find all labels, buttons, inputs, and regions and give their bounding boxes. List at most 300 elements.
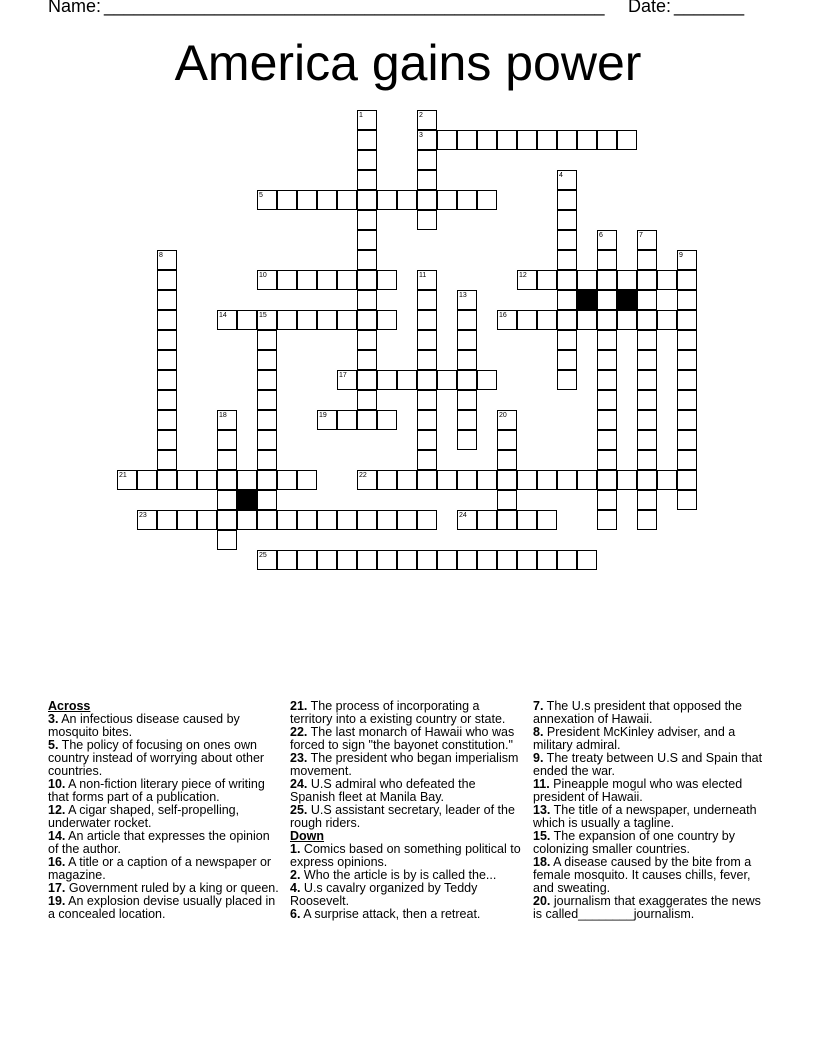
grid-cell[interactable] — [517, 550, 537, 570]
grid-cell[interactable] — [557, 310, 577, 330]
clue-number: 2. — [290, 868, 301, 882]
grid-cell[interactable] — [537, 470, 557, 490]
grid-cell[interactable] — [337, 190, 357, 210]
grid-cell[interactable] — [357, 230, 377, 250]
grid-cell[interactable] — [357, 310, 377, 330]
grid-cell[interactable] — [297, 550, 317, 570]
grid-cell[interactable] — [417, 450, 437, 470]
grid-cell[interactable] — [477, 470, 497, 490]
grid-cell[interactable] — [357, 150, 377, 170]
across-clue: 23. The president who began imperialism movement. — [290, 751, 519, 778]
grid-cell[interactable] — [637, 470, 657, 490]
grid-cell[interactable] — [677, 350, 697, 370]
clue-number: 20. — [533, 894, 551, 908]
grid-cell[interactable] — [457, 470, 477, 490]
grid-cell[interactable] — [457, 330, 477, 350]
across-heading: Across — [48, 699, 91, 713]
grid-cell[interactable] — [557, 370, 577, 390]
grid-cell[interactable] — [677, 310, 697, 330]
grid-cell[interactable] — [677, 450, 697, 470]
grid-cell[interactable] — [557, 170, 577, 190]
grid-cell[interactable] — [357, 250, 377, 270]
grid-cell[interactable] — [237, 510, 257, 530]
grid-cell[interactable] — [357, 210, 377, 230]
down-clue: 11. Pineapple mogul who was elected president of Hawaii. — [533, 777, 743, 804]
grid-cell[interactable] — [357, 410, 377, 430]
grid-cell[interactable] — [457, 310, 477, 330]
grid-cell[interactable] — [417, 390, 437, 410]
grid-cell[interactable] — [597, 430, 617, 450]
grid-cell[interactable] — [137, 510, 157, 530]
clue-number: 24. — [290, 777, 308, 791]
grid-cell[interactable] — [457, 390, 477, 410]
cell-number: 16 — [499, 312, 507, 319]
grid-cell[interactable] — [377, 410, 397, 430]
grid-cell[interactable] — [397, 370, 417, 390]
grid-cell[interactable] — [517, 310, 537, 330]
grid-cell[interactable] — [557, 290, 577, 310]
grid-cell[interactable] — [337, 370, 357, 390]
grid-cell[interactable] — [417, 210, 437, 230]
grid-cell[interactable] — [417, 330, 437, 350]
grid-cell[interactable] — [597, 230, 617, 250]
grid-cell[interactable] — [157, 290, 177, 310]
grid-cell[interactable] — [637, 230, 657, 250]
clue-number: 16. — [48, 855, 66, 869]
grid-cell[interactable] — [577, 310, 597, 330]
clue-number: 11. — [533, 777, 550, 791]
grid-cell[interactable] — [417, 470, 437, 490]
grid-cell[interactable] — [337, 270, 357, 290]
clue-number: 10. — [48, 777, 66, 791]
grid-cell[interactable] — [457, 130, 477, 150]
grid-cell[interactable] — [577, 270, 597, 290]
grid-cell[interactable] — [597, 250, 617, 270]
grid-cell[interactable] — [317, 510, 337, 530]
grid-cell[interactable] — [597, 330, 617, 350]
across-clue: 21. The process of incorporating a territory into a existing country or state. — [290, 699, 506, 726]
grid-cell[interactable] — [417, 190, 437, 210]
grid-cell[interactable] — [157, 450, 177, 470]
grid-cell[interactable] — [637, 450, 657, 470]
grid-cell[interactable] — [257, 350, 277, 370]
down-clue: 13. The title of a newspaper, underneath which is usually a tagline. — [533, 803, 757, 830]
across-clue: 5. The policy of focusing on ones own country instead of worrying about other countries. — [48, 738, 265, 778]
grid-cell[interactable] — [157, 270, 177, 290]
clue-number: 15. — [533, 829, 551, 843]
grid-cell[interactable] — [517, 270, 537, 290]
cell-number: 25 — [259, 552, 267, 559]
grid-cell[interactable] — [337, 410, 357, 430]
grid-cell[interactable] — [237, 470, 257, 490]
grid-cell[interactable] — [677, 370, 697, 390]
grid-cell[interactable] — [257, 190, 277, 210]
grid-cell[interactable] — [357, 330, 377, 350]
grid-cell[interactable] — [157, 430, 177, 450]
grid-cell[interactable] — [557, 230, 577, 250]
grid-cell[interactable] — [417, 310, 437, 330]
clue-number: 3. — [48, 712, 59, 726]
grid-cell[interactable] — [417, 170, 437, 190]
grid-cell[interactable] — [417, 410, 437, 430]
grid-cell[interactable] — [477, 130, 497, 150]
clue-number: 19. — [48, 894, 66, 908]
grid-cell[interactable] — [257, 470, 277, 490]
grid-cell[interactable] — [497, 130, 517, 150]
grid-cell[interactable] — [657, 270, 677, 290]
grid-cell[interactable] — [597, 370, 617, 390]
cell-number: 11 — [419, 272, 427, 279]
grid-cell[interactable] — [257, 270, 277, 290]
grid-cell[interactable] — [377, 510, 397, 530]
grid-cell[interactable] — [657, 310, 677, 330]
grid-cell[interactable] — [597, 290, 617, 310]
down-clue: 8. President McKinley adviser, and a military admiral. — [533, 725, 736, 752]
grid-cell[interactable] — [517, 510, 537, 530]
grid-cell[interactable] — [677, 330, 697, 350]
grid-cell[interactable] — [297, 190, 317, 210]
grid-cell[interactable] — [297, 470, 317, 490]
grid-cell[interactable] — [277, 190, 297, 210]
grid-cell[interactable] — [617, 270, 637, 290]
grid-cell[interactable] — [277, 510, 297, 530]
cell-number: 23 — [139, 512, 147, 519]
grid-cell[interactable] — [377, 370, 397, 390]
clue-number: 9. — [533, 751, 544, 765]
grid-cell[interactable] — [477, 370, 497, 390]
grid-cell[interactable] — [337, 510, 357, 530]
grid-cell[interactable] — [437, 470, 457, 490]
cell-number: 4 — [559, 172, 563, 179]
grid-cell[interactable] — [257, 330, 277, 350]
clue-column-2 — [290, 700, 522, 921]
grid-cell[interactable] — [417, 290, 437, 310]
cell-number: 14 — [219, 312, 227, 319]
grid-cell[interactable] — [257, 410, 277, 430]
grid-cell[interactable] — [217, 470, 237, 490]
grid-cell[interactable] — [557, 350, 577, 370]
grid-cell[interactable] — [537, 510, 557, 530]
grid-cell[interactable] — [557, 210, 577, 230]
grid-cell[interactable] — [637, 510, 657, 530]
grid-cell[interactable] — [297, 510, 317, 530]
cell-number: 3 — [419, 132, 423, 139]
grid-cell[interactable] — [357, 470, 377, 490]
grid-cell[interactable] — [257, 490, 277, 510]
grid-cell[interactable] — [377, 550, 397, 570]
grid-cell[interactable] — [317, 410, 337, 430]
down-heading: Down — [290, 829, 325, 843]
grid-cell[interactable] — [557, 130, 577, 150]
grid-cell[interactable] — [257, 450, 277, 470]
grid-cell[interactable] — [357, 190, 377, 210]
across-clue: 14. An article that expresses the opinion of the author. — [48, 829, 270, 856]
down-clue: 18. A disease caused by the bite from a female mosquito. It causes chills, fever, and sweating. — [533, 855, 752, 895]
grid-cell[interactable] — [357, 350, 377, 370]
grid-cell[interactable] — [157, 350, 177, 370]
grid-cell[interactable] — [677, 390, 697, 410]
grid-cell[interactable] — [257, 550, 277, 570]
grid-cell[interactable] — [357, 170, 377, 190]
grid-cell[interactable] — [257, 430, 277, 450]
grid-cell[interactable] — [217, 530, 237, 550]
grid-cell[interactable] — [217, 410, 237, 430]
black-square — [617, 290, 637, 310]
grid-cell[interactable] — [497, 510, 517, 530]
grid-cell[interactable] — [257, 370, 277, 390]
across-clue: 17. Government ruled by a king or queen. — [48, 881, 279, 895]
grid-cell[interactable] — [557, 470, 577, 490]
grid-cell[interactable] — [497, 430, 517, 450]
grid-cell[interactable] — [637, 410, 657, 430]
grid-cell[interactable] — [617, 310, 637, 330]
clue-number: 6. — [290, 907, 301, 921]
grid-cell[interactable] — [577, 550, 597, 570]
grid-cell[interactable] — [317, 310, 337, 330]
grid-cell[interactable] — [497, 410, 517, 430]
grid-cell[interactable] — [457, 430, 477, 450]
grid-cell[interactable] — [577, 470, 597, 490]
cell-number: 13 — [459, 292, 467, 299]
grid-cell[interactable] — [537, 550, 557, 570]
down-clue: 1. Comics based on something political to express opinions. — [290, 842, 521, 869]
grid-cell[interactable] — [417, 350, 437, 370]
grid-cell[interactable] — [257, 310, 277, 330]
name-field[interactable]: __________________________________________________ — [104, 0, 605, 16]
across-clue: 19. An explosion devise usually placed in a concealed location. — [48, 894, 276, 921]
grid-cell[interactable] — [157, 410, 177, 430]
grid-cell[interactable] — [417, 150, 437, 170]
grid-cell[interactable] — [357, 110, 377, 130]
across-clue: 10. A non-fiction literary piece of writing that forms part of a publication. — [48, 777, 265, 804]
grid-cell[interactable] — [377, 310, 397, 330]
grid-cell[interactable] — [497, 470, 517, 490]
grid-cell[interactable] — [597, 510, 617, 530]
grid-cell[interactable] — [257, 510, 277, 530]
clue-number: 18. — [533, 855, 551, 869]
grid-cell[interactable] — [157, 390, 177, 410]
grid-cell[interactable] — [357, 510, 377, 530]
grid-cell[interactable] — [157, 330, 177, 350]
grid-cell[interactable] — [217, 490, 237, 510]
grid-cell[interactable] — [517, 130, 537, 150]
cell-number: 9 — [679, 252, 683, 259]
grid-cell[interactable] — [537, 130, 557, 150]
grid-cell[interactable] — [217, 310, 237, 330]
grid-cell[interactable] — [377, 190, 397, 210]
grid-cell[interactable] — [457, 410, 477, 430]
grid-cell[interactable] — [597, 450, 617, 470]
across-clue: 24. U.S admiral who defeated the Spanish fleet at Manila Bay. — [290, 777, 476, 804]
down-clue: 4. U.s cavalry organized by Teddy Roosevelt. — [290, 881, 478, 908]
grid-cell[interactable] — [637, 290, 657, 310]
grid-cell[interactable] — [617, 130, 637, 150]
grid-cell[interactable] — [677, 490, 697, 510]
across-clue: 12. A cigar shaped, self-propelling, underwater rocket. — [48, 803, 240, 830]
grid-cell[interactable] — [417, 550, 437, 570]
grid-cell[interactable] — [557, 550, 577, 570]
grid-cell[interactable] — [417, 510, 437, 530]
grid-cell[interactable] — [457, 350, 477, 370]
grid-cell[interactable] — [537, 310, 557, 330]
grid-cell[interactable] — [637, 430, 657, 450]
clue-number: 21. — [290, 699, 308, 713]
black-square — [237, 490, 257, 510]
grid-cell[interactable] — [477, 190, 497, 210]
grid-cell[interactable] — [157, 310, 177, 330]
cell-number: 8 — [159, 252, 163, 259]
across-clue: 3. An infectious disease caused by mosquito bites. — [48, 712, 240, 739]
grid-cell[interactable] — [637, 390, 657, 410]
clue-number: 25. — [290, 803, 308, 817]
grid-cell[interactable] — [637, 370, 657, 390]
grid-cell[interactable] — [677, 250, 697, 270]
clue-number: 14. — [48, 829, 66, 843]
name-label: Name: — [48, 0, 102, 16]
grid-cell[interactable] — [677, 470, 697, 490]
grid-cell[interactable] — [277, 470, 297, 490]
grid-cell[interactable] — [677, 430, 697, 450]
grid-cell[interactable] — [397, 550, 417, 570]
cell-number: 24 — [459, 512, 467, 519]
grid-cell[interactable] — [577, 130, 597, 150]
grid-cell[interactable] — [677, 270, 697, 290]
grid-cell[interactable] — [597, 130, 617, 150]
clue-number: 7. — [533, 699, 544, 713]
date-field[interactable]: _______ — [674, 0, 745, 16]
grid-cell[interactable] — [437, 370, 457, 390]
grid-cell[interactable] — [637, 250, 657, 270]
grid-cell[interactable] — [637, 310, 657, 330]
grid-cell[interactable] — [597, 410, 617, 430]
grid-cell[interactable] — [197, 470, 217, 490]
grid-cell[interactable] — [297, 310, 317, 330]
grid-cell[interactable] — [217, 450, 237, 470]
grid-cell[interactable] — [397, 190, 417, 210]
grid-cell[interactable] — [557, 250, 577, 270]
grid-cell[interactable] — [357, 550, 377, 570]
grid-cell[interactable] — [357, 390, 377, 410]
grid-cell[interactable] — [277, 310, 297, 330]
clue-number: 22. — [290, 725, 308, 739]
down-clue: 7. The U.s president that opposed the annexation of Hawaii. — [533, 699, 742, 726]
grid-cell[interactable] — [357, 290, 377, 310]
grid-cell[interactable] — [277, 270, 297, 290]
grid-cell[interactable] — [397, 510, 417, 530]
grid-cell[interactable] — [217, 510, 237, 530]
grid-cell[interactable] — [317, 550, 337, 570]
grid-cell[interactable] — [457, 370, 477, 390]
grid-cell[interactable] — [157, 470, 177, 490]
grid-cell[interactable] — [257, 390, 277, 410]
grid-cell[interactable] — [557, 270, 577, 290]
grid-cell[interactable] — [497, 490, 517, 510]
cell-number: 21 — [119, 472, 127, 479]
grid-cell[interactable] — [457, 190, 477, 210]
grid-cell[interactable] — [317, 270, 337, 290]
grid-cell[interactable] — [617, 470, 637, 490]
grid-cell[interactable] — [177, 510, 197, 530]
grid-cell[interactable] — [417, 270, 437, 290]
grid-cell[interactable] — [177, 470, 197, 490]
grid-cell[interactable] — [277, 550, 297, 570]
grid-cell[interactable] — [597, 490, 617, 510]
grid-cell[interactable] — [597, 350, 617, 370]
grid-cell[interactable] — [337, 310, 357, 330]
grid-cell[interactable] — [557, 330, 577, 350]
grid-cell[interactable] — [497, 450, 517, 470]
grid-cell[interactable] — [597, 470, 617, 490]
grid-cell[interactable] — [317, 190, 337, 210]
grid-cell[interactable] — [517, 470, 537, 490]
grid-cell[interactable] — [597, 390, 617, 410]
grid-cell[interactable] — [377, 470, 397, 490]
grid-cell[interactable] — [497, 310, 517, 330]
grid-cell[interactable] — [557, 190, 577, 210]
down-clue: 6. A surprise attack, then a retreat. — [290, 907, 481, 921]
grid-cell[interactable] — [637, 330, 657, 350]
clue-number: 1. — [290, 842, 301, 856]
grid-cell[interactable] — [597, 310, 617, 330]
grid-cell[interactable] — [437, 130, 457, 150]
clue-number: 23. — [290, 751, 308, 765]
grid-cell[interactable] — [417, 110, 437, 130]
clue-number: 13. — [533, 803, 551, 817]
grid-cell[interactable] — [157, 510, 177, 530]
grid-cell[interactable] — [637, 350, 657, 370]
grid-cell[interactable] — [237, 310, 257, 330]
grid-cell[interactable] — [157, 250, 177, 270]
grid-cell[interactable] — [457, 550, 477, 570]
grid-cell[interactable] — [117, 470, 137, 490]
grid-cell[interactable] — [417, 430, 437, 450]
grid-cell[interactable] — [437, 550, 457, 570]
grid-cell[interactable] — [497, 550, 517, 570]
grid-cell[interactable] — [357, 370, 377, 390]
grid-cell[interactable] — [417, 130, 437, 150]
grid-cell[interactable] — [357, 270, 377, 290]
grid-cell[interactable] — [337, 550, 357, 570]
grid-cell[interactable] — [637, 270, 657, 290]
grid-cell[interactable] — [217, 430, 237, 450]
grid-cell[interactable] — [197, 510, 217, 530]
cell-number: 17 — [339, 372, 347, 379]
grid-cell[interactable] — [537, 270, 557, 290]
cell-number: 15 — [259, 312, 267, 319]
grid-cell[interactable] — [657, 470, 677, 490]
grid-cell[interactable] — [297, 270, 317, 290]
grid-cell[interactable] — [157, 370, 177, 390]
grid-cell[interactable] — [417, 370, 437, 390]
grid-cell[interactable] — [637, 490, 657, 510]
grid-cell[interactable] — [677, 290, 697, 310]
grid-cell[interactable] — [357, 130, 377, 150]
black-square — [577, 290, 597, 310]
cell-number: 20 — [499, 412, 507, 419]
grid-cell[interactable] — [437, 190, 457, 210]
grid-cell[interactable] — [477, 550, 497, 570]
grid-cell[interactable] — [137, 470, 157, 490]
clue-number: 8. — [533, 725, 544, 739]
cell-number: 5 — [259, 192, 263, 199]
grid-cell[interactable] — [397, 470, 417, 490]
grid-cell[interactable] — [457, 290, 477, 310]
grid-cell[interactable] — [457, 510, 477, 530]
grid-cell[interactable] — [677, 410, 697, 430]
grid-cell[interactable] — [477, 510, 497, 530]
grid-cell[interactable] — [377, 270, 397, 290]
grid-cell[interactable] — [597, 270, 617, 290]
